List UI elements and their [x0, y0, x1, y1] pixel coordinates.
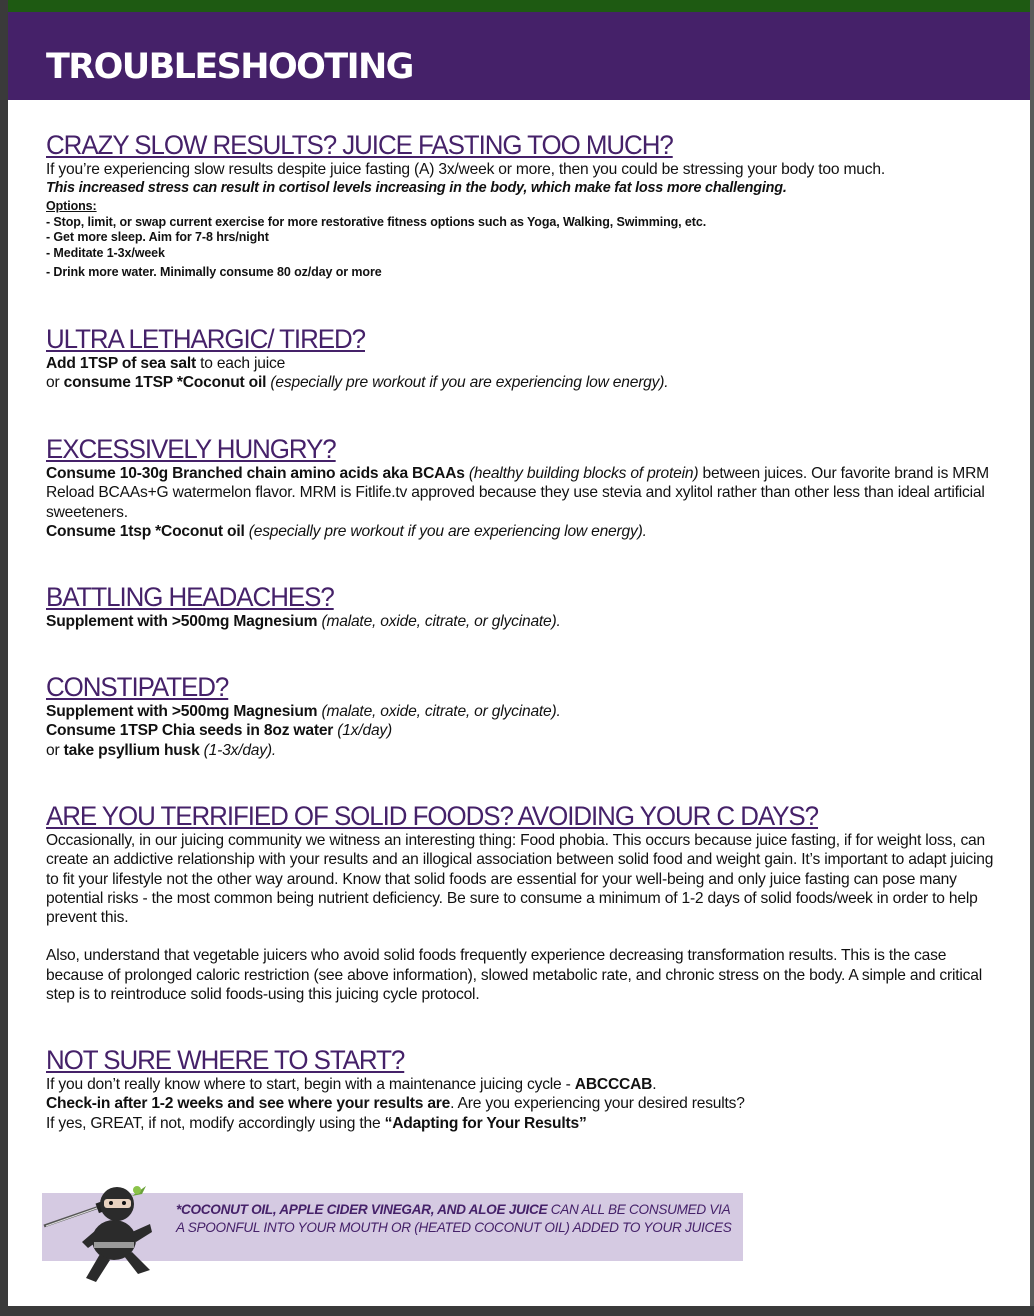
option-item: - Meditate 1-3x/week: [46, 245, 165, 260]
paragraph: [46, 1075, 1006, 1094]
paragraph: If you’re experiencing slow results despite juice fasting (A) 3x/week or more, then you could be stressing your body too much.: [46, 161, 885, 178]
italic-text: (malate, oxide, citrate, or glycinate).: [317, 703, 561, 720]
section-constipated: [46, 672, 1006, 760]
italic-text: (malate, oxide, citrate, or glycinate).: [317, 613, 561, 630]
note-bold: *COCONUT OIL, APPLE CIDER VINEGAR, AND ALOE JUICE: [176, 1202, 548, 1217]
bold-text: Consume 10-30g Branched chain amino acids aka BCAAs: [46, 465, 465, 482]
page-edge-left: [0, 0, 8, 1316]
section-solid-foods: [46, 801, 1006, 1004]
bold-text: Supplement with >500mg Magnesium: [46, 613, 318, 630]
page-title: TROUBLESHOOTING: [46, 47, 413, 87]
text: or: [46, 741, 64, 759]
bold-text: consume 1TSP *Coconut oil: [63, 374, 267, 392]
options-label: Options:: [46, 199, 97, 214]
text: If you don’t really know where to start, begin with a maintenance juicing cycle -: [46, 1076, 575, 1093]
italic-text: (1x/day): [333, 722, 393, 740]
bold-text: Add 1TSP of sea salt: [46, 355, 196, 372]
section-where-to-start: [46, 1045, 1006, 1133]
ninja-icon: [42, 1178, 172, 1288]
text: between juices. Our favorite brand is MRM Reload BCAAs+G watermelon flavor. MRM is Fitlife.tv approved because they use stevia and xylitol rather than other less than ideal artificial sweeteners.: [46, 465, 989, 521]
text: .: [652, 1076, 657, 1093]
top-green-bar: [8, 0, 1030, 12]
note-text: [176, 1201, 736, 1237]
section-headaches: [46, 582, 1006, 631]
section-heading: ARE YOU TERRIFIED OF SOLID FOODS? AVOIDING YOUR C DAYS?: [46, 801, 819, 831]
text: to each juice: [195, 355, 286, 372]
paragraph: [46, 1094, 1006, 1113]
bold-text: ABCCCAB: [574, 1076, 653, 1093]
italic-text: (healthy building blocks of protein): [464, 465, 699, 482]
text: If yes, GREAT, if not, modify accordingly using the: [46, 1114, 385, 1132]
section-heading: NOT SURE WHERE TO START?: [46, 1045, 405, 1075]
section-heading: EXCESSIVELY HUNGRY?: [46, 434, 336, 464]
bold-text: take psyllium husk: [63, 741, 200, 759]
section-lethargic: [46, 324, 1006, 393]
paragraph: [46, 464, 1006, 522]
bold-text: Consume 1tsp *Coconut oil: [46, 522, 245, 540]
bottom-edge: [0, 1306, 1034, 1316]
paragraph: Occasionally, in our juicing community we witness an interesting thing: Food phobia. This occurs because juice fasting, if for weight loss, can create an addictive relationship with your results and an illogical association between solid food and weight gain. It’s important to adapt juicing to fit your lifestyle not the other way around. Know that solid foods are essential for your well-being and only juice fasting can pose many potential risks - the most common being nutrient deficiency. Be sure to consume a minimum of 1-2 days of solid foods/week in order to help prevent this.: [46, 832, 994, 927]
section-heading: ULTRA LETHARGIC/ TIRED?: [46, 324, 365, 354]
section-hungry: [46, 434, 1006, 541]
section-heading: CRAZY SLOW RESULTS? JUICE FASTING TOO MUCH?: [46, 130, 673, 160]
paragraph: [46, 612, 1006, 631]
bold-text: Check-in after 1-2 weeks and see where your results are: [46, 1095, 451, 1113]
page-edge-right: [1030, 0, 1034, 1316]
text: or: [46, 374, 64, 392]
paragraph: [46, 522, 1006, 541]
paragraph: [46, 702, 1006, 721]
bold-text: Consume 1TSP Chia seeds in 8oz water: [46, 722, 334, 740]
option-item: - Stop, limit, or swap current exercise for more restorative fitness options such as Yoga, Walking, Swimming, etc.: [46, 214, 707, 229]
section-heading: BATTLING HEADACHES?: [46, 582, 334, 612]
italic-text: (1-3x/day).: [199, 741, 277, 759]
paragraph: [46, 741, 1006, 760]
paragraph: [46, 721, 1006, 740]
italic-text: (especially pre workout if you are experiencing low energy).: [244, 522, 647, 540]
option-item: - Drink more water. Minimally consume 80 oz/day or more: [46, 265, 382, 280]
italic-text: (especially pre workout if you are experiencing low energy).: [266, 374, 669, 392]
paragraph: [46, 354, 1006, 373]
section-slow-results: [46, 130, 1006, 281]
paragraph: [46, 1114, 1006, 1133]
paragraph-italic: This increased stress can result in cortisol levels increasing in the body, which make fat loss more challenging.: [46, 180, 787, 197]
text: . Are you experiencing your desired results?: [450, 1095, 745, 1113]
section-heading: CONSTIPATED?: [46, 672, 229, 702]
bold-text: Supplement with >500mg Magnesium: [46, 703, 318, 720]
note-rest: CAN ALL BE CONSUMED VIA A SPOONFUL INTO YOUR MOUTH OR (HEATED COCONUT OIL) ADDED TO YOUR JUICES: [176, 1202, 732, 1235]
paragraph: [46, 373, 1006, 392]
option-item: - Get more sleep. Aim for 7-8 hrs/night: [46, 230, 269, 245]
bold-text: “Adapting for Your Results”: [384, 1114, 587, 1132]
paragraph: Also, understand that vegetable juicers who avoid solid foods frequently experience decreasing transformation results. This is the case because of prolonged caloric restriction (see above information), slowed metabolic rate, and chronic stress on the body. A simple and critical step is to reintroduce solid foods-using this juicing cycle protocol.: [46, 947, 983, 1004]
